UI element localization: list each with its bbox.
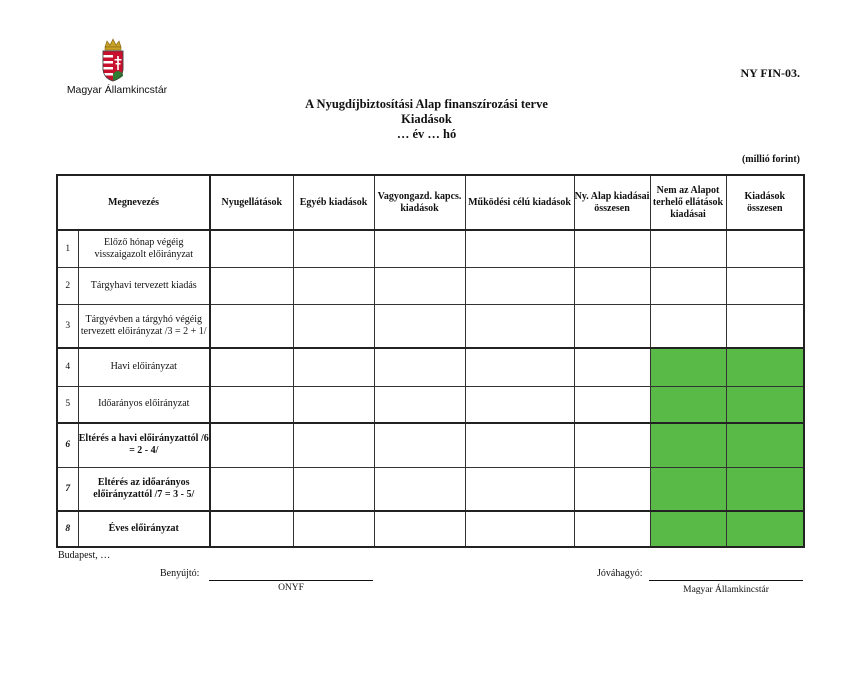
row-number: 3 (57, 304, 78, 348)
row-label: Eltérés a havi előirányzattól /6 = 2 - 4/ (78, 423, 210, 467)
table-row (57, 423, 804, 467)
table-cell[interactable] (650, 230, 726, 267)
header-row (57, 175, 804, 230)
row-label: Tárgyévben a tárgyhó végéig tervezett előirányzat /3 = 2 + 1/ (78, 304, 210, 348)
table-cell[interactable] (374, 467, 465, 511)
shaded-cell (650, 386, 726, 423)
table-cell[interactable] (210, 304, 293, 348)
column-header: Vagyongazd. kapcs. kiadások (374, 175, 465, 230)
row-label: Éves előirányzat (78, 511, 210, 547)
table-cell[interactable] (374, 304, 465, 348)
approver-org: Magyar Államkincstár (683, 585, 769, 595)
approver-signature-line[interactable] (649, 580, 803, 581)
shaded-cell (650, 467, 726, 511)
row-label: Előző hónap végéig visszaigazolt előirányzat (78, 230, 210, 267)
shaded-cell (726, 386, 804, 423)
table-row (57, 511, 804, 547)
table-cell[interactable] (465, 267, 574, 304)
row-number: 2 (57, 267, 78, 304)
table-cell[interactable] (574, 230, 650, 267)
column-header: Nem az Alapot terhelő ellátások kiadásai (650, 175, 726, 230)
column-header: Nyugellátások (210, 175, 293, 230)
row-label: Eltérés az időarányos előirányzattól /7 = 3 - 5/ (78, 467, 210, 511)
table-cell[interactable] (293, 511, 374, 547)
table-cell[interactable] (374, 423, 465, 467)
shaded-cell (726, 423, 804, 467)
row-number: 4 (57, 348, 78, 386)
table-cell[interactable] (574, 348, 650, 386)
table-cell[interactable] (293, 230, 374, 267)
table-cell[interactable] (210, 267, 293, 304)
table-cell[interactable] (465, 230, 574, 267)
table-row (57, 304, 804, 348)
table-cell[interactable] (465, 386, 574, 423)
table-cell[interactable] (293, 304, 374, 348)
table-row (57, 230, 804, 267)
document-title: A Nyugdíjbiztosítási Alap finanszírozási terve (305, 97, 548, 111)
table-cell[interactable] (574, 511, 650, 547)
table-row (57, 467, 804, 511)
table-cell[interactable] (574, 423, 650, 467)
table-cell[interactable] (650, 267, 726, 304)
table-cell[interactable] (465, 348, 574, 386)
table-row (57, 348, 804, 386)
column-header: Kiadások összesen (726, 175, 804, 230)
submitter-signature-line[interactable] (209, 580, 373, 581)
table-row (57, 267, 804, 304)
table-cell[interactable] (210, 386, 293, 423)
column-header: Ny. Alap kiadásai összesen (574, 175, 650, 230)
shaded-cell (726, 348, 804, 386)
shaded-cell (726, 511, 804, 547)
table-cell[interactable] (374, 386, 465, 423)
table-cell[interactable] (574, 304, 650, 348)
row-label: Havi előirányzat (78, 348, 210, 386)
table-cell[interactable] (726, 304, 804, 348)
document-period: … év … hó (396, 127, 457, 141)
shaded-cell (726, 467, 804, 511)
table-cell[interactable] (210, 511, 293, 547)
table-cell[interactable] (650, 304, 726, 348)
table-cell[interactable] (293, 348, 374, 386)
place-date: Budapest, … (58, 550, 111, 561)
form-code: NY FIN-03. (740, 66, 800, 80)
table-cell[interactable] (293, 423, 374, 467)
submitter-org: ONYF (278, 583, 304, 593)
table-cell[interactable] (210, 467, 293, 511)
table-cell[interactable] (210, 348, 293, 386)
table-cell[interactable] (374, 348, 465, 386)
budget-table (56, 174, 805, 548)
row-number: 5 (57, 386, 78, 423)
document-subtitle: Kiadások (401, 112, 452, 126)
table-cell[interactable] (574, 267, 650, 304)
table-cell[interactable] (574, 386, 650, 423)
shaded-cell (650, 511, 726, 547)
table-cell[interactable] (465, 511, 574, 547)
coat-of-arms-logo (99, 38, 127, 82)
row-label: Tárgyhavi tervezett kiadás (78, 267, 210, 304)
table-cell[interactable] (293, 267, 374, 304)
submitter-label: Benyújtó: (160, 568, 200, 579)
table-row (57, 386, 804, 423)
table-cell[interactable] (574, 467, 650, 511)
table-cell[interactable] (374, 267, 465, 304)
column-header: Működési célú kiadások (465, 175, 574, 230)
row-number: 6 (57, 423, 78, 467)
table-cell[interactable] (465, 423, 574, 467)
table-cell[interactable] (293, 386, 374, 423)
row-number: 1 (57, 230, 78, 267)
table-cell[interactable] (726, 267, 804, 304)
row-number: 7 (57, 467, 78, 511)
approver-label: Jóváhagyó: (597, 568, 643, 579)
unit-label: (millió forint) (741, 154, 800, 165)
table-cell[interactable] (465, 467, 574, 511)
row-label: Időarányos előirányzat (78, 386, 210, 423)
agency-name: Magyar Államkincstár (66, 84, 168, 96)
table-cell[interactable] (374, 230, 465, 267)
table-cell[interactable] (465, 304, 574, 348)
table-cell[interactable] (726, 230, 804, 267)
column-header: Megnevezés (57, 175, 210, 230)
column-header: Egyéb kiadások (293, 175, 374, 230)
table-cell[interactable] (293, 467, 374, 511)
shaded-cell (650, 423, 726, 467)
table-cell[interactable] (210, 423, 293, 467)
table-cell[interactable] (374, 511, 465, 547)
shaded-cell (650, 348, 726, 386)
table-cell[interactable] (210, 230, 293, 267)
row-number: 8 (57, 511, 78, 547)
